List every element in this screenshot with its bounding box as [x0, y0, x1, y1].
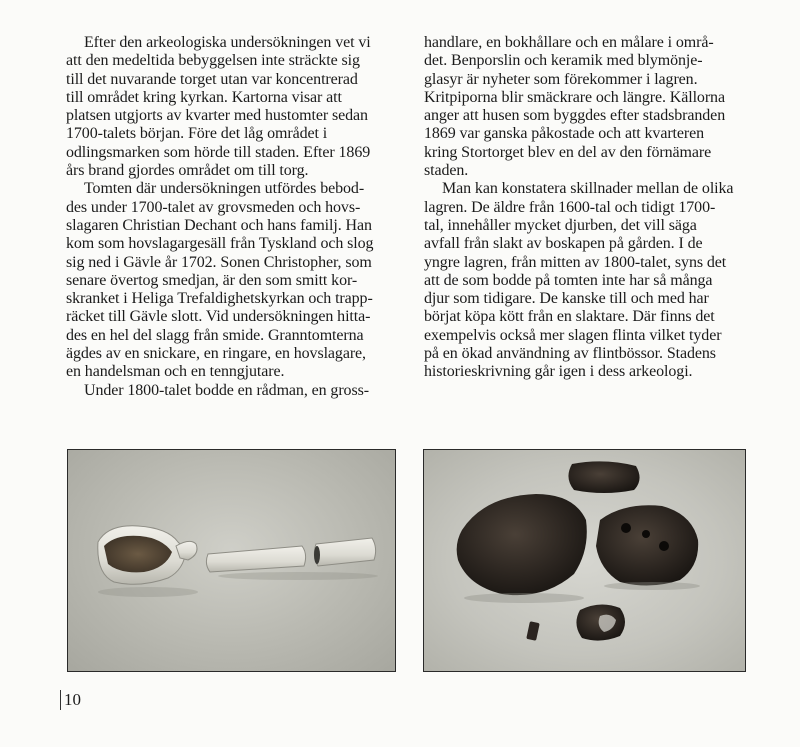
- left-column-text-line: ägdes av en snickare, en ringare, en hovslagare,: [66, 345, 366, 363]
- right-column-text-line: tal, innehåller mycket djurben, det vill säga: [424, 216, 697, 234]
- right-column-text-line: lagren. De äldre från 1600-tal och tidigt 1700-: [424, 198, 716, 216]
- right-column-text-line: exempelvis också mer slagen flinta vilket tyder: [424, 326, 722, 344]
- left-column-text-line: sig ned i Gävle år 1702. Sonen Christopher, som: [66, 253, 372, 271]
- right-column-text-line: anger att husen som byggdes efter stadsbranden: [424, 107, 726, 125]
- left-column-text-line: Tomten där undersökningen utfördes bebod-: [84, 180, 365, 198]
- right-column-text-line: kring Stortorget blev en del av den förnämare: [424, 143, 712, 161]
- right-column-text-line: avfall från slakt av boskapen på gården. I de: [424, 235, 703, 253]
- right-column-text-line: glasyr är nyheter som förekommer i lagren.: [424, 70, 698, 88]
- left-column-text-line: senare övertog smedjan, är den som smitt kor-: [66, 271, 358, 289]
- left-column-text-line: platsen utgjorts av kvarter med hustomter sedan: [66, 107, 368, 125]
- right-column-text-line: handlare, en bokhållare och en målare i områ-: [424, 34, 714, 51]
- left-column-text-line: en handelsman och en tenngjutare.: [66, 363, 285, 381]
- right-column-text-line: djur som tidigare. De kanske till och med har: [424, 290, 709, 308]
- left-column-text-line: kom som hovslagargesäll från Tyskland och slog: [66, 235, 374, 253]
- right-text-column: [424, 34, 742, 382]
- right-column-text-line: staden.: [424, 162, 469, 180]
- right-column-text-line: att de som bodde på tomten inte har så många: [424, 271, 713, 289]
- clay-pipe-photo: [67, 449, 396, 672]
- right-column-text-line: på en ökad användning av flintbössor. Stadens: [424, 345, 716, 363]
- right-column-text-line: Kritpiporna blir smäckrare och längre. Källorna: [424, 88, 725, 106]
- right-column-text-line: historieskrivning går igen i dess arkeologi.: [424, 363, 693, 381]
- left-column-text-line: att den medeltida bebyggelsen inte sträckte sig: [66, 52, 360, 70]
- metal-fragments-photo: [423, 449, 746, 672]
- left-column-text-line: des en hel del slagg från smide. Granntomterna: [66, 326, 364, 344]
- left-column-text-line: Under 1800-talet bodde en rådman, en gross-: [84, 381, 369, 399]
- clay-pipe-fragments: [68, 450, 395, 671]
- page-number: 10: [64, 690, 81, 709]
- right-column-text-line: det. Benporslin och keramik med blymönje-: [424, 52, 703, 70]
- left-column-text-line: till området kring kyrkan. Kartorna visar att: [66, 88, 342, 106]
- left-text-column: [66, 34, 396, 400]
- left-column-text-line: odlingsmarken som hörde till staden. Efter 1869: [66, 143, 371, 161]
- left-column-text-line: års brand gjordes området om till torg.: [66, 162, 309, 180]
- left-column-text-line: slagaren Christian Dechant och hans familj. Han: [66, 216, 372, 234]
- left-column-text-line: skranket i Heliga Trefaldighetskyrkan och trapp-: [66, 290, 373, 308]
- metal-fragments: [424, 450, 745, 671]
- left-column-text-line: till det nuvarande torget utan var koncentrerad: [66, 70, 358, 88]
- left-column-text-line: räcket till Gävle slott. Vid undersökningen hitta-: [66, 308, 371, 326]
- left-column-text-line: des under 1700-talet av grovsmeden och hovs-: [66, 198, 361, 216]
- right-column-text-line: yngre lagren, från mitten av 1800-talet, syns det: [424, 253, 727, 271]
- left-column-text-line: Efter den arkeologiska undersökningen vet vi: [84, 34, 371, 51]
- right-column-text-line: Man kan konstatera skillnader mellan de olika: [442, 180, 734, 198]
- right-column-text-line: börjat köpa kött från en slaktare. Där finns det: [424, 308, 715, 326]
- right-column-text-line: 1869 var ganska påkostade och att kvarteren: [424, 125, 705, 143]
- left-column-text-line: 1700-talets början. Före det låg området i: [66, 125, 328, 143]
